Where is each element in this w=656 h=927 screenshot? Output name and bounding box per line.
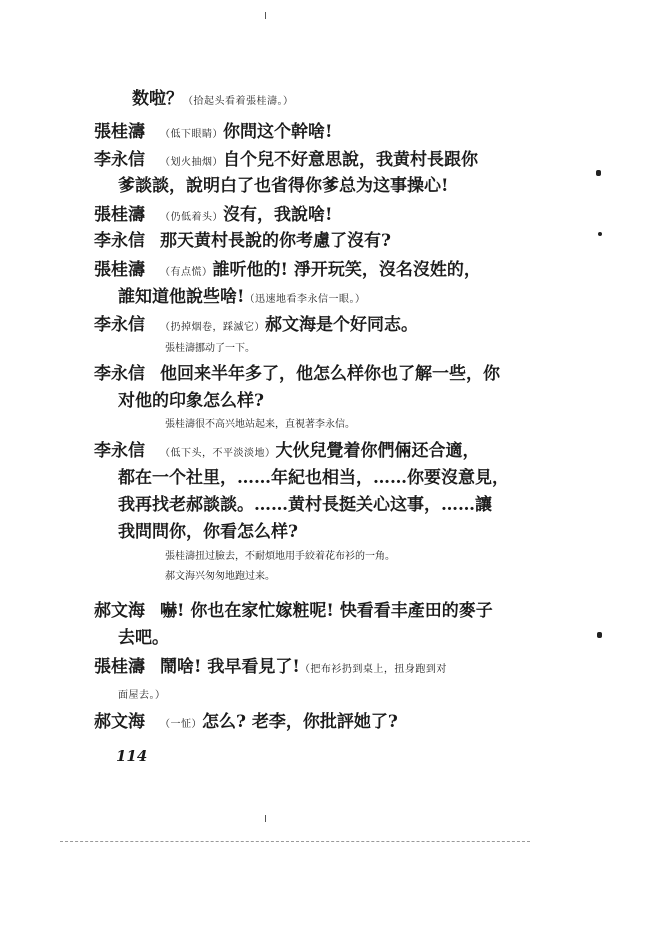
scan-mark xyxy=(265,12,266,19)
stage-direction: 張桂濤挪动了一下。 xyxy=(165,343,255,354)
stage-direction: 張桂濤扭过臉去，不耐煩地用手絞着花布衫的一角。 xyxy=(165,551,395,562)
stage-direction: 郝文海兴匆匆地跑过来。 xyxy=(165,571,275,582)
speaker-name: 張桂濤 xyxy=(94,260,145,280)
dialogue-line: 爹談談，說明白了也省得你爹总为这事操心! xyxy=(118,176,449,196)
stage-direction: 面屋去。） xyxy=(118,690,166,701)
dialogue-line xyxy=(118,682,166,707)
stage-direction: （把布衫扔到桌上，扭身跑到对 xyxy=(299,664,447,675)
speaker-name: 郝文海 xyxy=(94,601,145,621)
scan-mark xyxy=(596,170,601,176)
dialogue-line: 都在一个社里，……年紀也相当，……你要沒意見， xyxy=(118,468,509,488)
dialogue-line: 李永信 那天黄村長說的你考慮了沒有? xyxy=(94,231,391,251)
stage-direction: （划火抽烟） xyxy=(160,157,223,168)
speaker-name: 張桂濤 xyxy=(94,657,145,677)
speaker-name: 李永信 xyxy=(94,441,145,461)
scan-mark xyxy=(597,632,602,638)
dialogue-line: 去吧。 xyxy=(118,628,169,648)
dialogue-line: 張桂濤 （低下眼睛）你問这个幹啥! xyxy=(94,122,333,142)
dialogue-line: 我問問你，你看怎么样? xyxy=(118,522,298,542)
stage-direction: （一怔） xyxy=(160,719,202,730)
stage-direction: （仍低着头） xyxy=(160,212,223,223)
page-number: 114 xyxy=(116,747,148,765)
scan-mark xyxy=(598,232,602,236)
stage-direction: 張桂濤很不高兴地站起来，直視著李永信。 xyxy=(165,419,355,430)
speaker-name: 郝文海 xyxy=(94,712,145,732)
speaker-name: 李永信 xyxy=(94,150,145,170)
dialogue-line: 数啦？（拾起头看着張桂濤。） xyxy=(132,89,294,109)
speaker-name: 李永信 xyxy=(94,364,145,384)
dialogue-line: 張桂濤 鬧啥! 我早看見了!（把布衫扔到桌上，扭身跑到对 xyxy=(94,657,447,677)
scan-mark xyxy=(265,815,266,822)
stage-direction: （有点慌） xyxy=(160,267,213,278)
speaker-name: 張桂濤 xyxy=(94,205,145,225)
speaker-name: 李永信 xyxy=(94,315,145,335)
dialogue-line: 李永信 他回来半年多了，他怎么样你也了解一些，你 xyxy=(94,364,500,384)
dialogue-line: 張桂濤 （有点慌）誰听他的! 淨开玩笑，沒名沒姓的， xyxy=(94,260,481,280)
dialogue-line: 張桂濤 （仍低着头）沒有，我說啥! xyxy=(94,205,333,225)
stage-direction: （低下眼睛） xyxy=(160,129,223,140)
speaker-name: 張桂濤 xyxy=(94,122,145,142)
dialogue-line: 郝文海 嚇! 你也在家忙嫁粧呢! 快看看丰產田的麥子 xyxy=(94,601,493,621)
stage-direction: （低下头，不平淡淡地） xyxy=(160,448,276,459)
dialogue-line: 李永信 （低下头，不平淡淡地）大伙兒覺着你們倆还合適， xyxy=(94,441,480,461)
dialogue-line: 李永信 （划火抽烟）自个兒不好意思說，我黄村長跟你 xyxy=(94,150,478,170)
dialogue-line: 李永信 （扔掉烟卷，踩滅它）郝文海是个好同志。 xyxy=(94,315,418,335)
dialogue-line: 对他的印象怎么样? xyxy=(118,391,264,411)
speaker-name: 李永信 xyxy=(94,231,145,251)
stage-direction: （扔掉烟卷，踩滅它） xyxy=(160,322,265,333)
dialogue-line: 誰知道他說些啥!（迅速地看李永信一眼。） xyxy=(118,287,366,307)
dialogue-line: 我再找老郝談談。……黄村長挺关心这事，……讓 xyxy=(118,495,492,515)
stage-direction: （拾起头看着張桂濤。） xyxy=(183,96,294,107)
stage-direction: （迅速地看李永信一眼。） xyxy=(244,294,366,305)
dialogue-line: 郝文海 （一怔）怎么? 老李，你批評她了? xyxy=(94,712,398,732)
scan-edge-rule xyxy=(60,841,530,842)
